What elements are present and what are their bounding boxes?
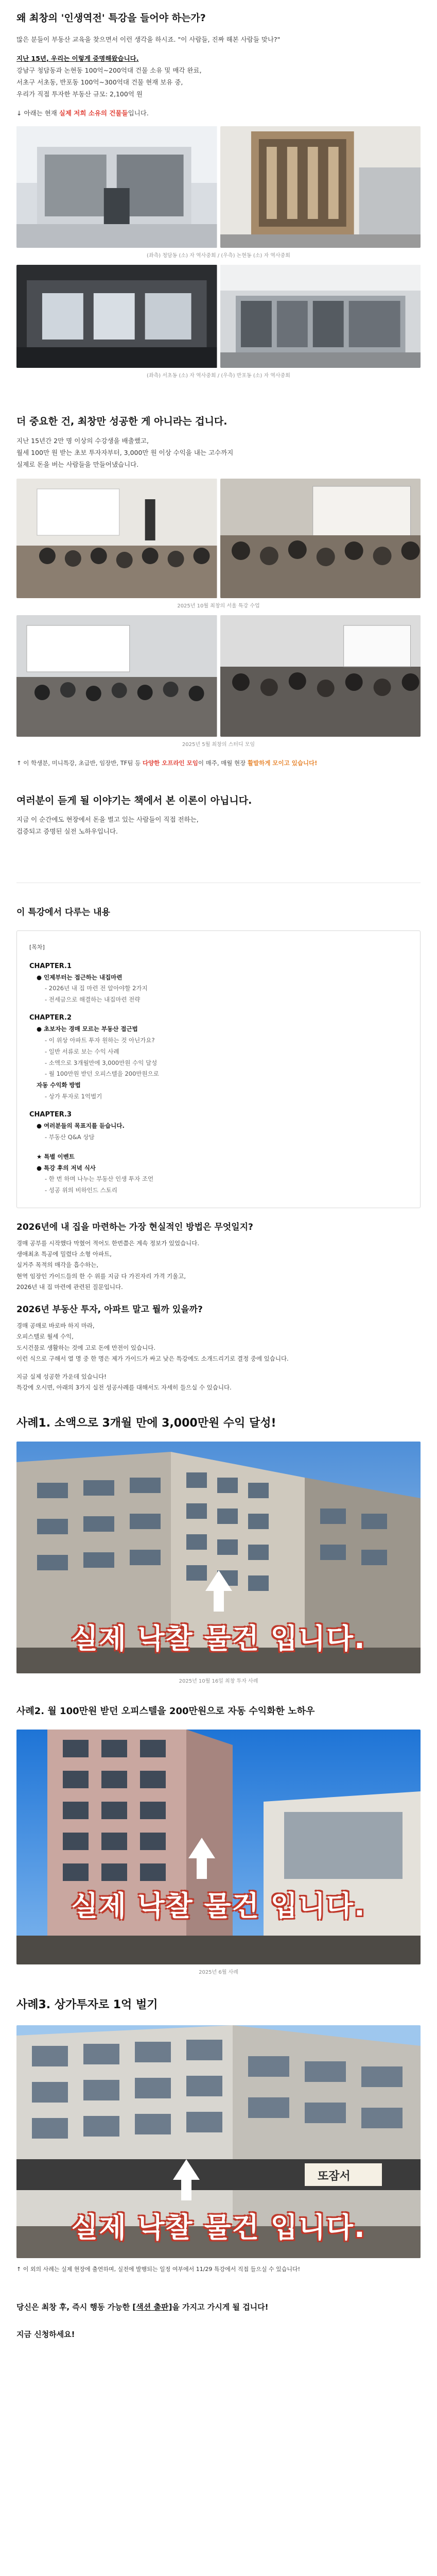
arrow-up-icon [197, 1858, 207, 1879]
q1-line: 현역 임장인 가이드들의 한 수 위를 지금 다 가진자리 가격 기울고, [16, 1272, 186, 1280]
chapter-item: - 월 100만원 받던 오피스텔을 200만원으로 [45, 1070, 159, 1078]
note-highlight: 실제 저희 소유의 건물들 [59, 109, 128, 117]
question-1-heading: 2026년에 내 집을 마련하는 가장 현실적인 방법은 무엇일지? [16, 1222, 253, 1233]
arrow-up-icon [173, 2159, 200, 2180]
chapter-title: CHAPTER.1 [29, 962, 72, 970]
q2-line: 이런 식으로 구해서 열 명 중 한 명은 제가 가이드가 싸고 낮은 특강에도 소개드리기로 결정 중에 있습니다. [16, 1354, 289, 1362]
q2-line: 특강에 오시면, 아래의 3가지 실전 성공사례를 대해서도 자세히 들으실 수 있습니다. [16, 1384, 232, 1392]
book-section [0, 769, 437, 838]
cta-section [0, 2275, 437, 2340]
chapter-item: - 전세금으로 해결하는 내집마련 전략 [45, 996, 141, 1004]
case-1-photo [16, 1442, 421, 1673]
photo-caption: (좌측) 청담동 (소) 자 역사중회 / (우측) 논현동 (소) 자 역사중회 [147, 253, 290, 259]
shop-sign: 또잠서 [318, 2170, 351, 2183]
question-2-section [0, 1293, 437, 1393]
toc-label: [목차] [29, 944, 45, 951]
chapter-title: CHAPTER.3 [29, 1111, 72, 1118]
chapter-title: CHAPTER.2 [29, 1014, 72, 1022]
q1-line: 경매 공부를 시작했다 막혔어 적어도 한번쯤은 계속 정보가 있었습니다. [16, 1239, 200, 1247]
case-2-heading: 사례2. 월 100만원 받던 오피스텔을 200만원으로 자동 수익화한 노하우 [16, 1705, 315, 1717]
chapter-item: - 2026년 내 집 마련 전 알아야할 2가지 [45, 985, 148, 992]
book-line: 검증되고 증명된 실전 노하우입니다. [16, 827, 118, 836]
q1-line: 2026년 내 집 마련에 관련된 질문입니다. [16, 1283, 123, 1291]
cta-text: 당신은 최창 후, 즉시 행동 가능한 [16, 2302, 133, 2312]
note-text: ↑ 이 학생분, 미니특강, 초급반, 임장반, TF팀 등 [16, 759, 143, 767]
chapter-item: - 성공 위의 비하인드 스토리 [45, 1187, 117, 1194]
question-2-heading: 2026년 부동산 투자, 아파트 말고 뭘까 있을까? [16, 1304, 203, 1315]
chapter-item: 자동 수익화 방법 [37, 1081, 81, 1089]
meetup-note [16, 758, 421, 769]
chapter-item: - 일반 서류로 보는 수익 사례 [45, 1047, 119, 1055]
actual-property-banner: 실제 낙찰 물건 입니다. [71, 1622, 366, 1655]
question-1-text [16, 1238, 421, 1293]
building-photo-cheongdam [16, 126, 217, 248]
question-1-section [0, 1208, 437, 1293]
arrow-up-icon [205, 1570, 232, 1591]
note-text: ↓ 아래는 현재 [16, 109, 59, 117]
curriculum-section [0, 883, 437, 1208]
track-line: 강남구 청담동과 논현동 100억~200억대 건물 소유 및 매각 완료, [16, 66, 202, 74]
photo-caption: 2025년 10월 16일 최창 투자 사례 [179, 1678, 258, 1684]
track-line: 서초구 서초동, 반포동 100억~300억대 건물 현재 보유 중, [16, 78, 183, 86]
book-heading: 여러분이 듣게 될 이야기는 책에서 본 이론이 아닙니다. [16, 794, 252, 806]
lecture-photos-row-1 [16, 479, 421, 598]
case-3-section [0, 1975, 437, 2275]
arrow-up-icon [214, 1591, 224, 1612]
note-highlight: 다양한 오프라인 모임 [142, 759, 198, 767]
case-1-heading: 사례1. 소액으로 3개월 만에 3,000만원 수익 달성! [16, 1416, 276, 1430]
q2-line: 지금 실제 성공한 가운데 있습니다! [16, 1373, 107, 1381]
question-2-text [16, 1320, 421, 1394]
chapter-item: - 부동산 Q&A 상담 [45, 1133, 95, 1141]
actual-property-banner: 실제 낙찰 물건 입니다. [71, 2211, 366, 2244]
results-line: 월세 100만 원 받는 초보 투자자부터, 3,000만 원 이상 수익을 내는 고수까지 [16, 449, 234, 457]
book-line: 지금 이 순간에도 현장에서 돈을 벌고 있는 사람들이 직접 전하는, [16, 816, 199, 824]
cta-text: 을 가지고 가시게 될 겁니다! [172, 2302, 269, 2312]
results-heading: 더 중요한 건, 최창만 성공한 게 아니라는 겁니다. [16, 416, 228, 428]
note-text: 입니다. [128, 109, 149, 117]
photo-caption: (좌측) 서초동 (소) 자 역사중회 / (우측) 반포동 (소) 자 역사중회 [147, 373, 290, 379]
cta-line [16, 2301, 421, 2312]
case-3-heading: 사례3. 상가투자로 1억 벌기 [16, 1998, 158, 2011]
results-text [16, 435, 421, 470]
lecture-photo [220, 479, 421, 598]
intro-paragraph: 많은 분들이 부동산 교육을 찾으면서 이런 생각을 하시죠. "이 사람들, 진짜 해본 사람들 맞나?" [16, 35, 281, 43]
lecture-photos-row-2 [16, 615, 421, 737]
chapter-item: ● 인제부터는 접근하는 내집마련 [37, 973, 123, 981]
case-1-section [0, 1394, 437, 1684]
case-2-photo [16, 1730, 421, 1964]
building-photos-row-1 [16, 126, 421, 248]
q2-line: 오피스텔로 월세 수익, [16, 1333, 74, 1341]
chapter-block [29, 1111, 408, 1143]
arrow-up-icon [181, 2180, 191, 2200]
chapter-block [29, 1014, 408, 1103]
q2-line: 경매 공매로 바로바 하지 마라, [16, 1321, 95, 1329]
case-3-photo [16, 2025, 421, 2258]
building-photo-banpo [220, 265, 421, 368]
building-photo-seocho [16, 265, 217, 368]
chapter-item: ● 여러분들의 목표지를 듣습니다. [37, 1122, 125, 1129]
chapter-item: - 이 위상 아파트 투자 원하는 것 아닌가요? [45, 1036, 155, 1044]
action-plan-link[interactable]: [색션 출판] [132, 2302, 172, 2312]
photo-caption: 2025년 6월 사례 [199, 1969, 238, 1975]
results-line: 실제로 돈을 버는 사람들을 만들어냈습니다. [16, 461, 139, 469]
chapter-item: - 한 번 하며 나누는 부동산 인생 투자 조언 [45, 1175, 154, 1183]
owned-buildings-note [16, 107, 421, 119]
photo-caption: 2025년 10월 최창의 서울 특강 수업 [177, 603, 260, 609]
intro-section [0, 0, 437, 379]
chapter-block [29, 1151, 408, 1196]
chapter-list [29, 962, 408, 1197]
table-of-contents-box [16, 930, 421, 1208]
study-photo [16, 615, 217, 737]
note-text: 이 매주, 매월 현장 [198, 759, 248, 767]
q1-line: 실거주 목적의 매각을 흡수하는, [16, 1261, 99, 1269]
book-text [16, 814, 421, 837]
study-photo [220, 615, 421, 737]
apply-now-text: 지금 신청하세요! [16, 2329, 75, 2339]
chapter-item: ★ 특별 이벤트 [37, 1153, 75, 1160]
track-record-title: 지난 15년, 우리는 이렇게 증명해왔습니다. [16, 54, 139, 62]
chapter-item: ● 초보자는 경매 모르는 부동산 접근법 [37, 1025, 138, 1033]
actual-property-banner: 실제 낙찰 물건 입니다. [71, 1889, 366, 1922]
results-section [0, 379, 437, 769]
building-photos-row-2 [16, 265, 421, 368]
track-line: 우리가 직접 투자한 부동산 규모: 2,100억 원 [16, 90, 143, 98]
curriculum-heading: 이 특강에서 다루는 내용 [16, 907, 110, 918]
chapter-block [29, 962, 408, 1006]
chapter-item: - 상가 투자로 1억벌기 [45, 1093, 102, 1100]
intro-heading: 왜 최창의 '인생역전' 특강을 들어야 하는가? [16, 12, 206, 24]
results-line: 지난 15년간 2만 명 이상의 수강생을 배출했고, [16, 436, 149, 445]
q1-line: 생애최초 특공에 밀렸다 소형 아파트, [16, 1250, 112, 1258]
chapter-item: ● 특강 후의 저녁 식사 [37, 1164, 96, 1172]
q2-line: 도시건물로 생활하는 것에 고로 돈에 만전이 있습니다. [16, 1344, 155, 1351]
chapter-item: - 소액으로 3개월만에 3,000만원 수익 달성 [45, 1059, 158, 1066]
building-photo-nonhyeon [220, 126, 421, 248]
case-3-note: ↑ 이 외의 사례는 실제 현장에 출연하며, 실전에 발행되는 일정 여부에서 11/29 특강에서 직접 들으실 수 있습니다! [16, 2265, 301, 2273]
arrow-up-icon [188, 1838, 215, 1858]
lecture-photo [16, 479, 217, 598]
photo-caption: 2025년 5월 최창의 스터디 모임 [182, 742, 255, 748]
track-record-list [16, 64, 421, 100]
case-2-section [0, 1684, 437, 1975]
note-highlight: 활발하게 모이고 있습니다! [247, 759, 318, 767]
